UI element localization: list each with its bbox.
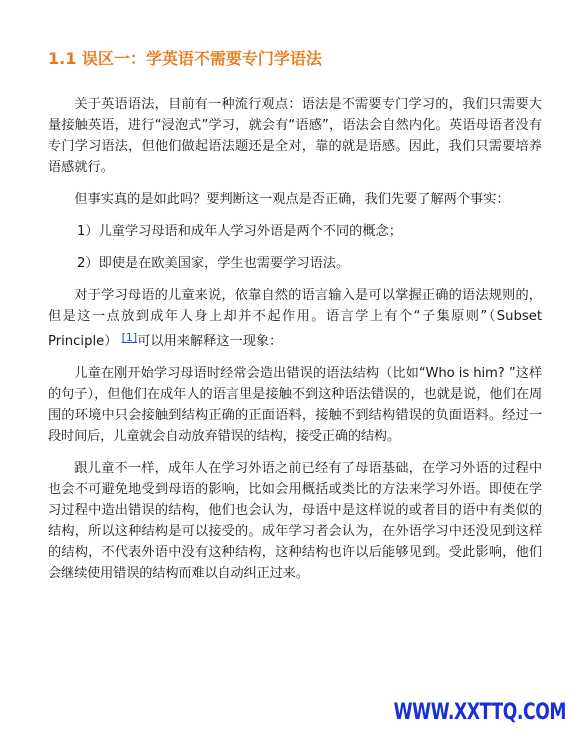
body-text [48, 94, 542, 595]
paragraph-subset-principle-text: 对于学习母语的儿童来说，依靠自然的语言输入是可以掌握正确的语法规则的，但是这一点放到成年人身上却并不起作用。语言学上有个“子集原则”（Subset Principle） [48, 288, 542, 349]
list-item-1: 1）儿童学习母语和成年人学习外语是两个不同的概念； [77, 224, 402, 239]
paragraph-subset-principle-tail: 可以用来解释这一现象： [137, 334, 283, 349]
paragraph-1: 关于英语语法，目前有一种流行观点：语法是不需要专门学习的，我们只需要大量接触英语，进行“浸泡式”学习，就会有“语感”，语法会自然内化。英语母语者没有专门学习语法，但他们做起语法题还是全对，靠的就是语感。因此，我们只需要培养语感就行。 [48, 97, 542, 175]
section-heading: 1.1 误区一：学英语不需要专门学语法 [48, 49, 322, 68]
paragraph-subset-principle [48, 285, 542, 352]
list-item-2: 2）即使是在欧美国家，学生也需要学习语法。 [77, 256, 350, 271]
paragraph-children: 儿童在刚开始学习母语时经常会造出错误的语法结构（比如“Who is him? ”这样的句子），但他们在成年人的语言里是接触不到这种语法错误的，也就是说，他们在周围的环境中只会接触到结构正确的正面语料，接触不到结构错误的负面语料。经过一段时间后，儿童就会自动放弃错误的结构，接受正确的结构。 [48, 366, 542, 444]
paragraph-adults: 跟儿童不一样，成年人在学习外语之前已经有了母语基础，在学习外语的过程中也会不可避免地受到母语的影响，比如会用概括或类比的方法来学习外语。即使在学习过程中造出错误的结构，他们也会认为，母语中是这样说的或者目的语中有类似的结构，所以这种结构是可以接受的。成年学习者会认为，在外语学习中还没见到这样的结构，不代表外语中没有这种结构，这种结构也许以后能够见到。受此影响，他们会继续使用错误的结构而难以自动纠正过来。 [48, 461, 542, 581]
paragraph-2: 但事实真的是如此吗？要判断这一观点是否正确，我们先要了解两个事实： [74, 192, 510, 207]
watermark-url: WWW.XXTTQ.COM [393, 700, 566, 725]
footnote-link[interactable]: [1] [121, 331, 138, 344]
